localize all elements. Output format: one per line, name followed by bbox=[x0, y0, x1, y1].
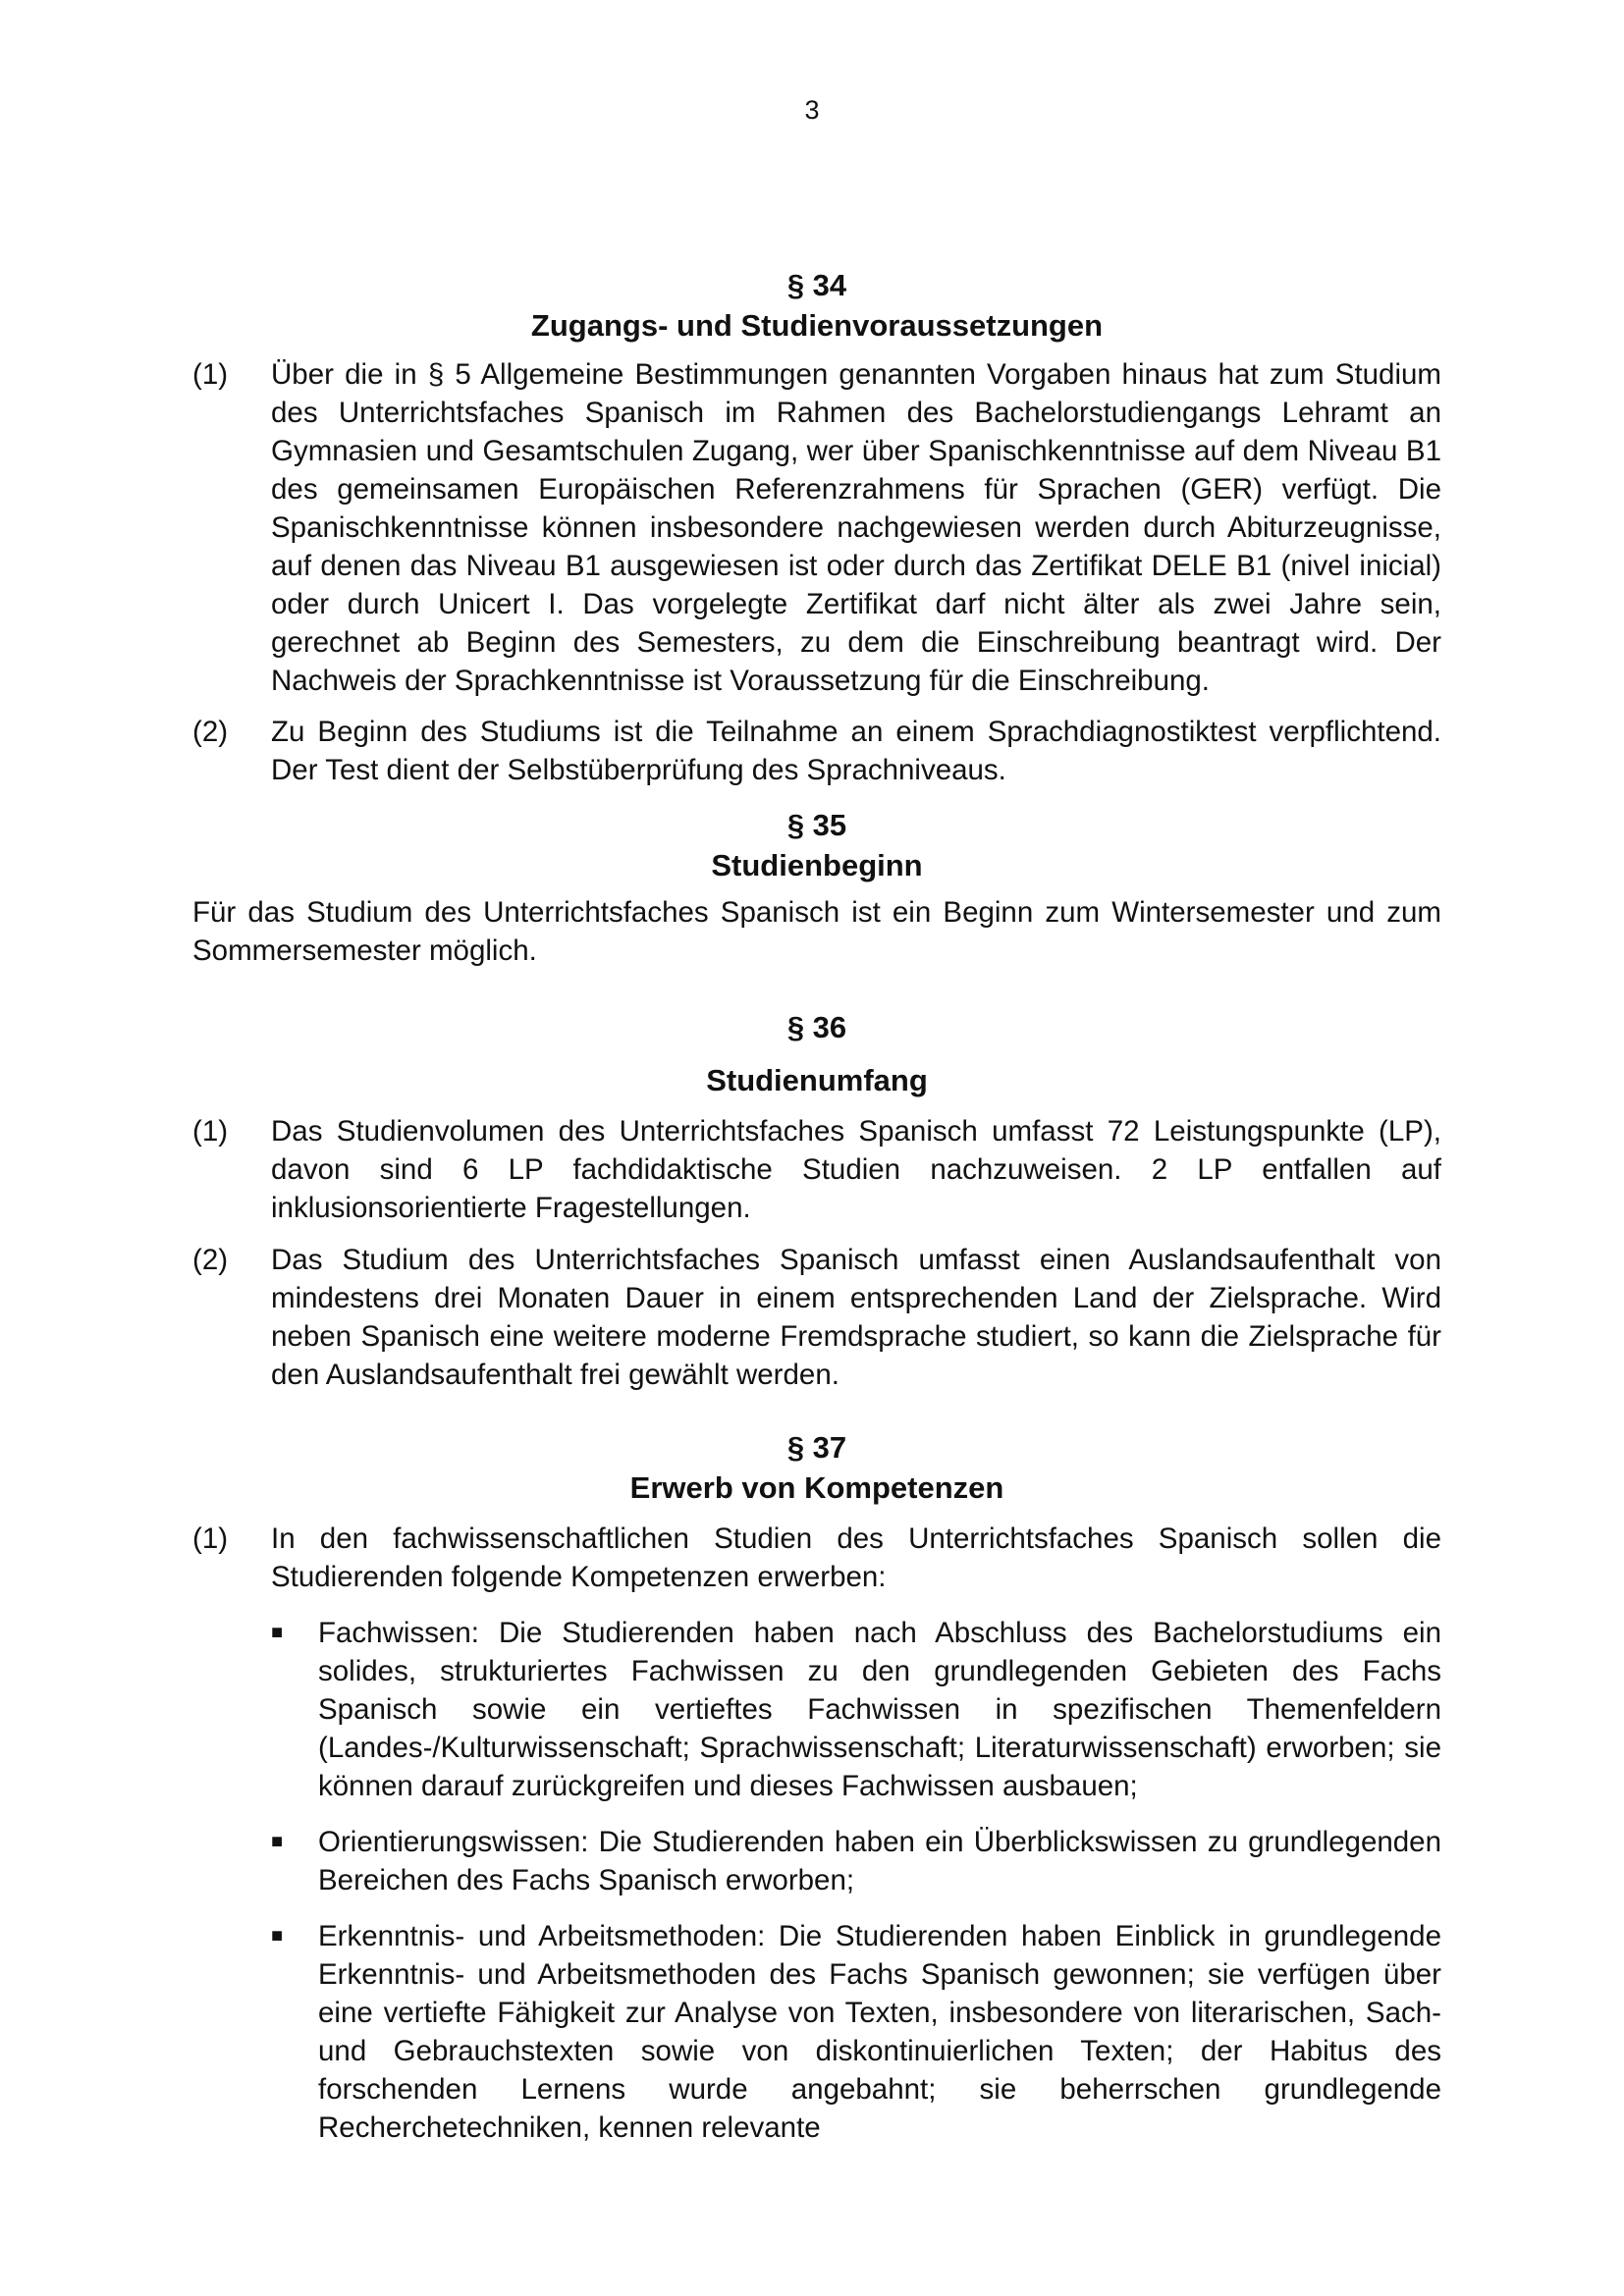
competence-bullet bbox=[271, 1917, 1441, 2147]
bullet-text: Orientierungswissen: Die Studierenden haben ein Überblickswissen zu grundlegenden Bereichen des Fachs Spanisch erworben; bbox=[318, 1826, 1441, 1896]
section-37-title: Erwerb von Kompetenzen bbox=[629, 1470, 1004, 1505]
section-37-number: § 37 bbox=[786, 1430, 847, 1465]
section-34-title: Zugangs- und Studienvoraussetzungen bbox=[530, 308, 1104, 343]
para-text: Das Studienvolumen des Unterrichtsfaches Spanisch umfasst 72 Leistungspunkte (LP), davon sind 6 LP fachdidaktische Studien nachzuweisen. 2 LP entfallen auf inklusionsorientierte Fragestellungen. bbox=[271, 1115, 1441, 1224]
para-number: (1) bbox=[192, 1522, 229, 1555]
section-34-para-2 bbox=[192, 713, 1441, 789]
section-35-text: Für das Studium des Unterrichtsfaches Spanisch ist ein Beginn zum Wintersemester und zum Sommersemester möglich. bbox=[192, 896, 1441, 967]
section-34-heading bbox=[192, 265, 1441, 346]
bullet-square-icon: ■ bbox=[271, 1925, 284, 1947]
section-36-para-2 bbox=[192, 1241, 1441, 1394]
section-36-title: Studienumfang bbox=[706, 1063, 928, 1097]
bullet-text: Fachwissen: Die Studierenden haben nach Abschluss des Bachelorstudiums ein solides, strukturiertes Fachwissen zu den grundlegenden Gebieten des Fachs Spanisch sowie ein vertieftes Fachwissen in spezifischen Themenfeldern (Landes-/Kulturwissenschaft; Sprachwissenschaft; Literaturwissenschaft) erworben; sie können darauf zurückgreifen und dieses Fachwissen ausbauen; bbox=[318, 1617, 1441, 1802]
para-number: (1) bbox=[192, 358, 229, 391]
section-35-number: § 35 bbox=[786, 808, 847, 842]
section-35-title: Studienbeginn bbox=[711, 848, 923, 882]
section-34-number: § 34 bbox=[786, 268, 847, 302]
competence-bullet bbox=[271, 1823, 1441, 1899]
section-36-para-1 bbox=[192, 1112, 1441, 1227]
bullet-square-icon: ■ bbox=[271, 1622, 284, 1643]
para-text: Zu Beginn des Studiums ist die Teilnahme an einem Sprachdiagnostiktest verpflichtend. Der Test dient der Selbstüberprüfung des Sprachniveaus. bbox=[271, 716, 1441, 786]
section-35-heading bbox=[192, 805, 1441, 885]
section-36-heading bbox=[192, 1007, 1441, 1100]
competence-bullet bbox=[271, 1614, 1441, 1805]
section-37-para-1 bbox=[192, 1520, 1441, 1596]
document-body bbox=[192, 265, 1441, 2147]
bullet-text: Erkenntnis- und Arbeitsmethoden: Die Studierenden haben Einblick in grundlegende Erkenntnis- und Arbeitsmethoden des Fachs Spanisch gewonnen; sie verfügen über eine vertiefte Fähigkeit zur Analyse von Texten, insbesondere von literarischen, Sach- und Gebrauchstexten sowie von diskontinuierlichen Texten; der Habitus des forschenden Lernens wurde angebahnt; sie beherrschen grundlegende Recherchetechniken, kennen relevante bbox=[318, 1920, 1441, 2144]
para-text: In den fachwissenschaftlichen Studien des Unterrichtsfaches Spanisch sollen die Studierenden folgende Kompetenzen erwerben: bbox=[271, 1522, 1441, 1593]
para-text: Über die in § 5 Allgemeine Bestimmungen genannten Vorgaben hinaus hat zum Studium des Unterrichtsfaches Spanisch im Rahmen des Bachelorstudiengangs Lehramt an Gymnasien und Gesamtschulen Zugang, wer über Spanischkenntnisse auf dem Niveau B1 des gemeinsamen Europäischen Referenzrahmens für Sprachen (GER) verfügt. Die Spanischkenntnisse können insbesondere nachgewiesen werden durch Abiturzeugnisse, auf denen das Niveau B1 ausgewiesen ist oder durch das Zertifikat DELE B1 (nivel inicial) oder durch Unicert I. Das vorgelegte Zertifikat darf nicht älter als zwei Jahre sein, gerechnet ab Beginn des Semesters, zu dem die Einschreibung beantragt wird. Der Nachweis der Sprachkenntnisse ist Voraussetzung für die Einschreibung. bbox=[271, 358, 1441, 697]
section-34-para-1 bbox=[192, 355, 1441, 700]
section-36-number: § 36 bbox=[786, 1010, 847, 1044]
page-number: 3 bbox=[804, 95, 820, 125]
para-text: Das Studium des Unterrichtsfaches Spanisch umfasst einen Auslandsaufenthalt von mindestens drei Monaten Dauer in einem entsprechenden Land der Zielsprache. Wird neben Spanisch eine weitere moderne Fremdsprache studiert, so kann die Zielsprache für den Auslandsaufenthalt frei gewählt werden. bbox=[271, 1244, 1441, 1391]
para-number: (2) bbox=[192, 1244, 229, 1276]
bullet-square-icon: ■ bbox=[271, 1831, 284, 1852]
para-number: (2) bbox=[192, 716, 229, 748]
section-37-heading bbox=[192, 1427, 1441, 1508]
para-number: (1) bbox=[192, 1115, 229, 1148]
